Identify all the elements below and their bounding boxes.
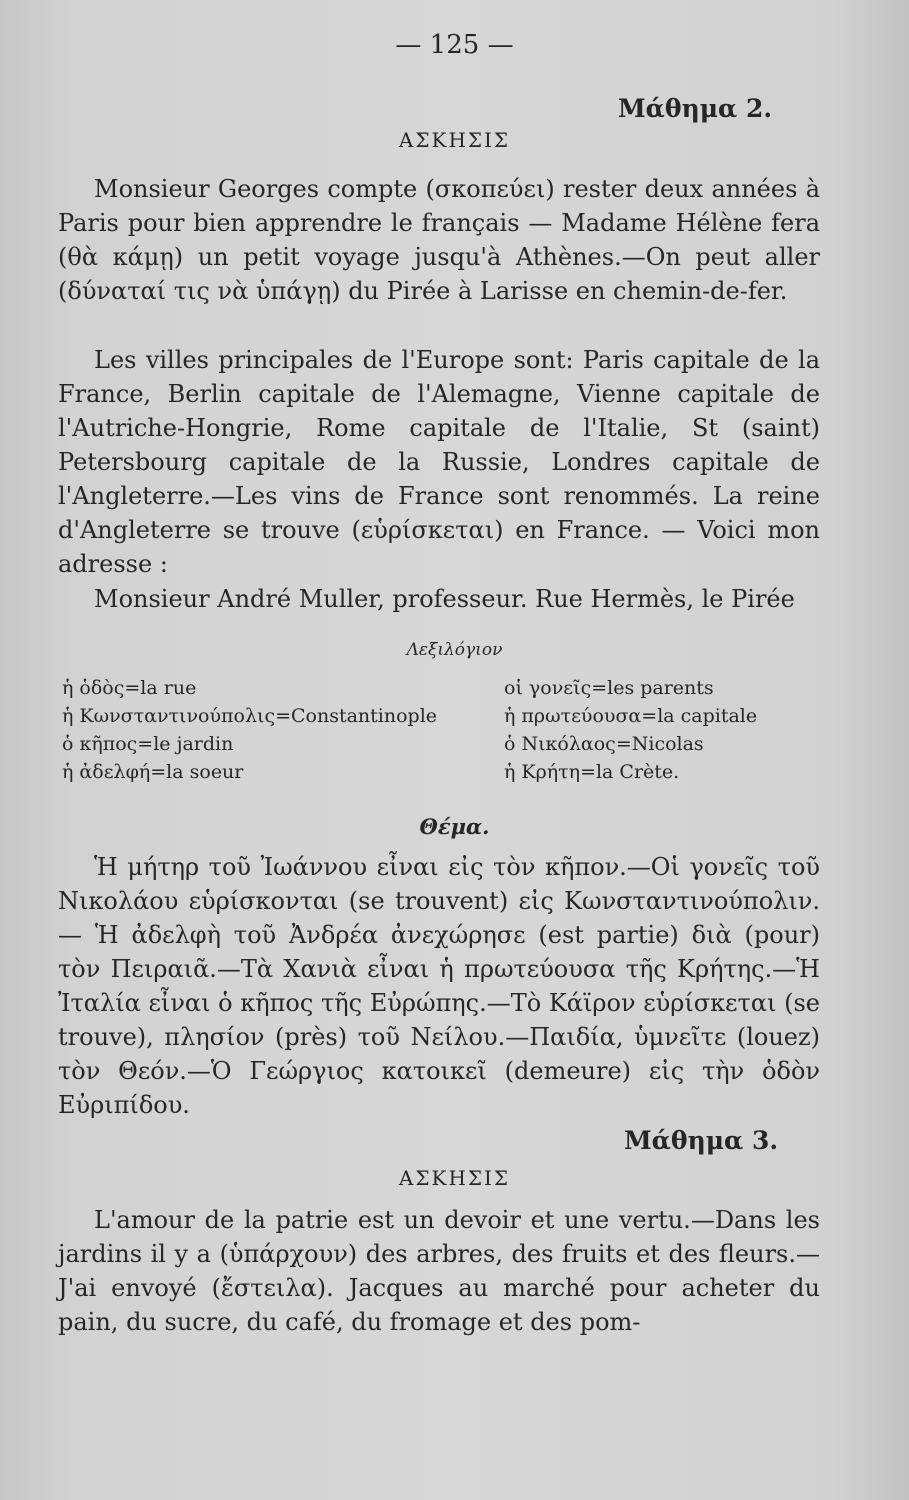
vocabulary-item: ἡ Κωνσταντινούπολις=Constantinople — [62, 705, 438, 727]
vocabulary-item: ἡ ὁδὸς=la rue — [62, 677, 197, 699]
vocabulary-left-column — [62, 674, 437, 786]
vocabulary-item: ἡ ἀδελφή=la soeur — [62, 761, 244, 783]
vocabulary-item: οἱ γονεῖς=les parents — [504, 677, 714, 699]
lesson-2-title: Μάθημα 2. — [618, 94, 773, 123]
lesson-3-title: Μάθημα 3. — [624, 1126, 779, 1155]
theme-text: Ἡ μήτηρ τοῦ Ἰωάννου εἶναι εἰς τὸν κῆπον.—Οἱ γονεῖς τοῦ Νικολάου εὑρίσκονται (se trouvent) εἰς Κωνσταντινούπολιν.— Ἡ ἀδελφὴ τοῦ Ἀνδρέα ἀνεχώρησε (est partie) διὰ (pour) τὸν Πειραιᾶ.—Τὰ Χανιὰ εἶναι ἡ πρωτεύουσα τῆς Κρήτης.—Ἡ Ἰταλία εἶναι ὁ κῆπος τῆς Εὐρώπης.—Τὸ Κάϊρον εὑρίσκεται (se trouve), πλησίον (près) τοῦ Νείλου.—Παιδία, ὑμνεῖτε (louez) τὸν Θεόν.—Ὁ Γεώργιος κατοικεῖ (demeure) εἰς τὴν ὁδὸν Εὐριπίδου. — [58, 853, 820, 1119]
vocabulary-item: ὁ κῆπος=le jardin — [62, 733, 234, 755]
lesson-2-exercise-heading: ΑΣΚΗΣΙΣ — [398, 128, 511, 152]
lesson-3-exercise-heading: ΑΣΚΗΣΙΣ — [398, 1166, 511, 1190]
vocabulary-item: ἡ πρωτεύουσα=la capitale — [504, 705, 758, 727]
vocabulary-title: Λεξιλόγιον — [406, 640, 503, 660]
vocabulary-right-column — [504, 674, 757, 786]
page-number: — 125 — — [395, 30, 514, 60]
vocabulary-item: ὁ Νικόλαος=Nicolas — [504, 733, 704, 755]
lesson-2-paragraph-1: Monsieur Georges compte (σκοπεύει) rester deux années à Paris pour bien apprendre le français — Madame Hélène fera (θὰ κάμῃ) un petit voyage jusqu'à Athènes.—On peut aller (δύναταί τις νὰ ὑπάγῃ) du Pirée à Larisse en chemin-de-fer. — [58, 175, 820, 305]
theme-title: Θέμα. — [419, 814, 490, 839]
address-line: Monsieur André Muller, professeur. Rue Hermès, le Pirée — [94, 585, 795, 613]
vocabulary-item: ἡ Κρήτη=la Crète. — [504, 761, 680, 783]
lesson-2-paragraph-2: Les villes principales de l'Europe sont: Paris capitale de la France, Berlin capitale de l'Alemagne, Vienne capitale de l'Autriche-Hongrie, Rome capitale de l'Italie, St (saint) Petersbourg capitale de la Russie, Londres capitale de l'Angleterre.—Les vins de France sont renommés. La reine d'Angleterre se trouve (εὑρίσκεται) en France. — Voici mon adresse : — [58, 346, 820, 578]
lesson-3-paragraph-1: L'amour de la patrie est un devoir et une vertu.—Dans les jardins il y a (ὑπάρχουν) des arbres, des fruits et des fleurs.— J'ai envoyé (ἔστειλα). Jacques au marché pour acheter du pain, du sucre, du café, du fromage et des pom- — [58, 1206, 820, 1336]
